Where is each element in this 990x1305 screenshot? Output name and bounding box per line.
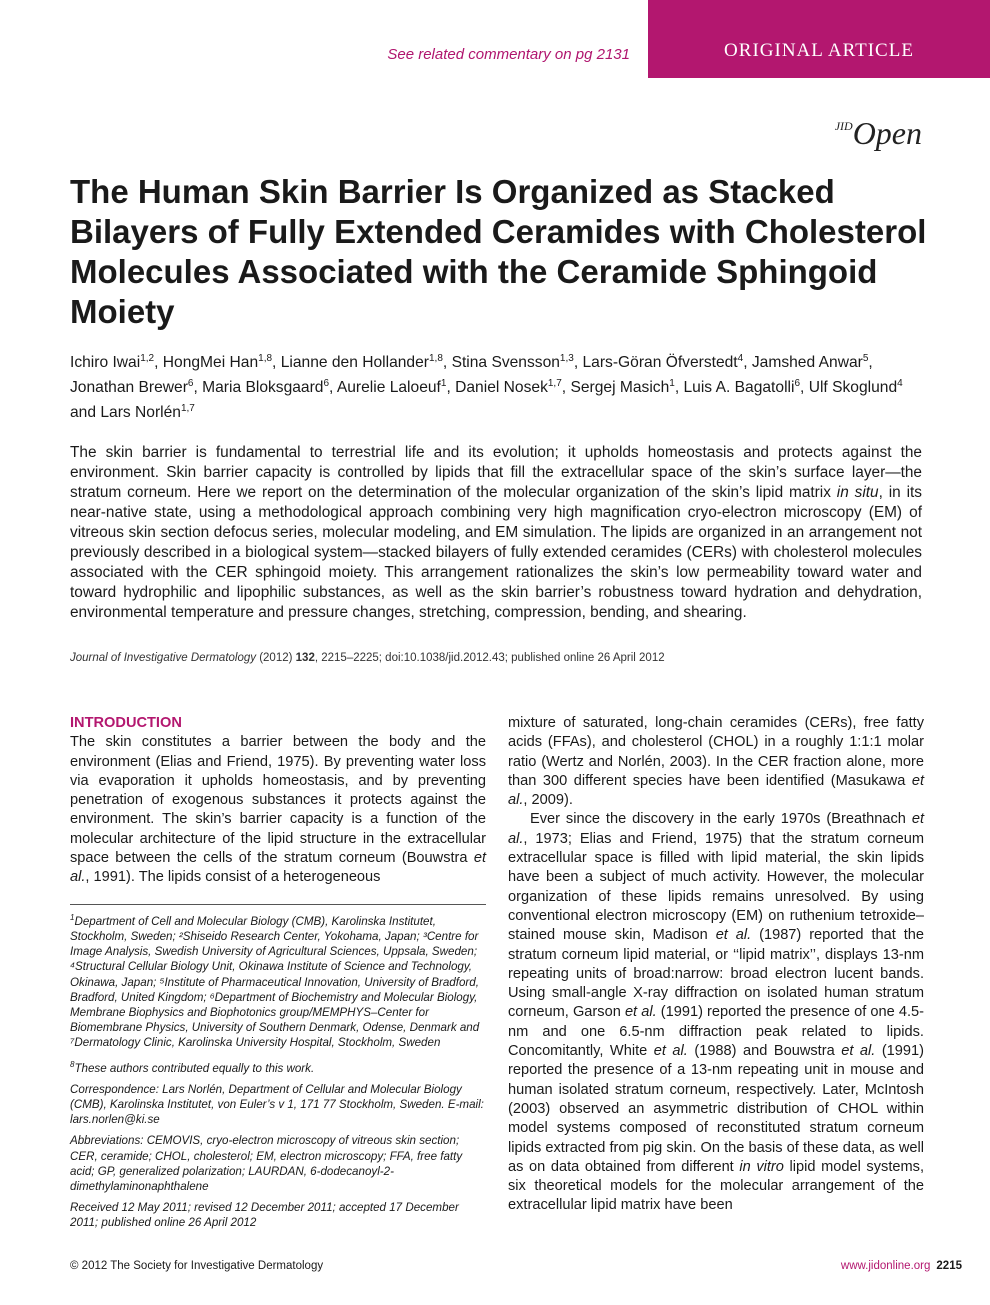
author-name: Stina Svensson	[451, 354, 560, 372]
author-affiliation: 1	[440, 378, 447, 390]
author-affiliation: 1	[669, 378, 675, 390]
author-list: Ichiro Iwai$^{1,2}$, HongMei Han$^{1,8}$, Lianne den Hollander$^{1,8}$, Stina Svensson$^{1,3}$, Lars-Göran Öfverstedt$^4$, Jamshed Anwar$^5$, Jonathan Brewer$^6$, Maria Bloksgaard$^6$, Aurelie Laloeuf$^1$, Daniel Nosek$^{1,7}$, Sergej Masich$^1$, Luis A. Bagatolli$^6$, Ulf Skoglund$^4$ and Lars Norlén$^{1,7}$	[70, 353, 903, 422]
footnotes	[70, 904, 486, 1237]
intro-paragraph-1: The skin constitutes a barrier between the body and the environment (Elias and Friend, 1975). By preventing water loss via evaporation it upholds homeostasis, and by preventing penetration of exogenous substances it protects against the environment. The skin’s barrier capacity is a function of the molecular architecture of the lipid structure in the extracellular space between the cells of the stratum corneum (Bouwstra et al., 1991). The lipids consist of a heterogeneous	[70, 734, 486, 886]
abbreviations-note: Abbreviations: CEMOVIS, cryo-electron microscopy of vitreous skin section; CER, ceramide; CHOL, cholesterol; EM, electron microscopy; FFA, free fatty acid; GP, generalized polarization; LAURDAN, 6-dodecanoyl-2-dimethylaminonaphthalene	[70, 1134, 463, 1193]
author-affiliation: 1,7	[547, 378, 562, 390]
page-number: 2215	[936, 1260, 962, 1272]
equal-contribution-note: $^8$These authors contributed equally to this work.	[70, 1059, 315, 1075]
author-affiliation: 1,3	[559, 353, 574, 364]
author-name: Maria Bloksgaard	[202, 379, 324, 397]
author-affiliation: 6	[323, 378, 330, 390]
author-name: Ichiro Iwai	[70, 354, 141, 372]
author-name: Luis A. Bagatolli	[683, 379, 795, 397]
intro-paragraph-1-continued: mixture of saturated, long-chain ceramides (CERs), free fatty acids (FFAs), and cholesterol (CHOL) in a roughly 1:1:1 molar ratio (Wertz and Norlén, 2003). In the CER fraction alone, more than 300 different species have been identified (Masukawa et al., 2009).	[508, 715, 924, 809]
affiliations-note: $^1$Department of Cell and Molecular Biology (CMB), Karolinska Institutet, Stockholm, Sweden; ²Shiseido Research Center, Yokohama, Japan; ³Centre for Image Analysis, Swedish University of Agricultural Sciences, Uppsala, Sweden; ⁴Structural Cellular Biology Unit, Okinawa Institute of Science and Technology, Okinawa, Japan; ⁵Institute of Pharmaceutical Innovation, University of Bradford, Bradford, United Kingdom; ⁶Department of Biochemistry and Molecular Biology, Membrane Biophysics and Biophotonics group/MEMPHYS–Center for Biomembrane Physics, University of Southern Denmark, Odense, Denmark and ⁷Dermatology Clinic, Karolinska University Hospital, Stockholm, Sweden	[70, 913, 480, 1050]
author-affiliation: 4	[897, 378, 903, 390]
jid-open-logo: $^{JID}$Open	[834, 115, 922, 151]
author-affiliation: 5	[862, 353, 869, 364]
received-dates-note: Received 12 May 2011; revised 12 December 2011; accepted 17 December 2011; published online 26 April 2012	[70, 1201, 459, 1230]
author-affiliation: 6	[187, 378, 194, 390]
right-column	[508, 714, 924, 1216]
correspondence-note: Correspondence: Lars Norlén, Department of Cellular and Molecular Biology (CMB), Karolinska Institutet, von Euler’s v 1, 171 77 Stockholm, Sweden. E-mail: lars.norlen@ki.se	[70, 1082, 484, 1127]
author-name: Aurelie Laloeuf	[336, 379, 441, 397]
article-type-label: ORIGINAL ARTICLE	[724, 40, 914, 61]
author-name: Ulf Skoglund	[808, 379, 898, 397]
related-commentary-link[interactable]: See related commentary on pg 2131	[387, 46, 630, 63]
author-name: Jamshed Anwar	[751, 354, 863, 372]
author-name: Daniel Nosek	[455, 379, 548, 397]
article-type-banner	[648, 0, 990, 78]
author-affiliation: 1,8	[428, 353, 443, 364]
author-affiliation: 6	[794, 378, 801, 390]
left-column	[70, 714, 486, 888]
author-name: Lars-Göran Öfverstedt	[582, 354, 738, 372]
author-affiliation: 1,8	[258, 353, 273, 364]
author-name: Lars Norlén	[100, 404, 181, 422]
author-affiliation: 1,2	[140, 353, 155, 364]
section-heading-introduction: INTRODUCTION	[70, 715, 182, 731]
author-name: Jonathan Brewer	[70, 379, 188, 397]
author-affiliation: 1,7	[180, 403, 195, 415]
author-name: Sergej Masich	[570, 379, 670, 397]
author-name: Lianne den Hollander	[280, 354, 429, 372]
citation-line: Journal of Investigative Dermatology (2012) 132, 2215–2225; doi:10.1038/jid.2012.43; published online 26 April 2012	[70, 652, 665, 664]
author-affiliation: 4	[737, 353, 744, 364]
abstract: The skin barrier is fundamental to terrestrial life and its evolution; it upholds homeostasis and protects against the environment. Skin barrier capacity is controlled by lipids that fill the extracellular space of the skin’s surface layer—the stratum corneum. Here we report on the determination of the molecular organization of the skin’s lipid matrix in situ, in its near-native state, using a methodological approach combining very high magnification cryo-electron microscopy (EM) of vitreous skin section defocus series, molecular modeling, and EM simulation. The lipids are organized in an arrangement not previously described in a biological system—stacked bilayers of fully extended ceramides (CERs) with cholesterol molecules associated with the CER sphingoid moiety. This arrangement rationalizes the skin’s low permeability toward water and toward hydrophilic and lipophilic substances, as well as the skin barrier’s robustness toward hydration and dehydration, environmental temperature and pressure changes, stretching, compression, bending, and shearing.	[70, 444, 922, 621]
intro-paragraph-2: Ever since the discovery in the early 1970s (Breathnach et al., 1973; Elias and Friend, 1975) that the stratum corneum extracellular space is filled with lipid material, the skin lipids have been a subject of much activity. However, the molecular organization of these lipids remains unresolved. By using conventional electron microscopy (EM) on ruthenium tetroxide–stained mouse skin, Madison et al. (1987) reported that the stratum corneum lipid material, or ‘‘lipid matrix’’, displays 13-nm repeating units of broad:narrow: broad electron lucent bands. Using small-angle X-ray diffraction on isolated human stratum corneum, Garson et al. (1991) reported the presence of one 4.5-nm and one 6.5-nm diffraction peak related to lipids. Concomitantly, White et al. (1988) and Bouwstra et al. (1991) reported the presence of a 13-nm repeating unit in mouse and human isolated stratum corneum, respectively. Later, McIntosh (2003) observed an asymmetric distribution of CHOL within model systems composed of reconstituted stratum corneum lipids extracted from pig skin. On the basis of these data, as well as on data obtained from different in vitro lipid model systems, six theoretical models for the molecular arrangement of the extracellular lipid matrix have been	[508, 811, 925, 1214]
author-name: HongMei Han	[162, 354, 259, 372]
article-title: The Human Skin Barrier Is Organized as Stacked Bilayers of Fully Extended Ceramides with Cholesterol Molecules Associated with the Ceramide Sphingoid Moiety	[70, 173, 927, 330]
footer-page-info	[841, 1260, 962, 1272]
copyright-notice: © 2012 The Society for Investigative Dermatology	[70, 1260, 324, 1272]
journal-website-link[interactable]: www.jidonline.org	[840, 1260, 931, 1272]
